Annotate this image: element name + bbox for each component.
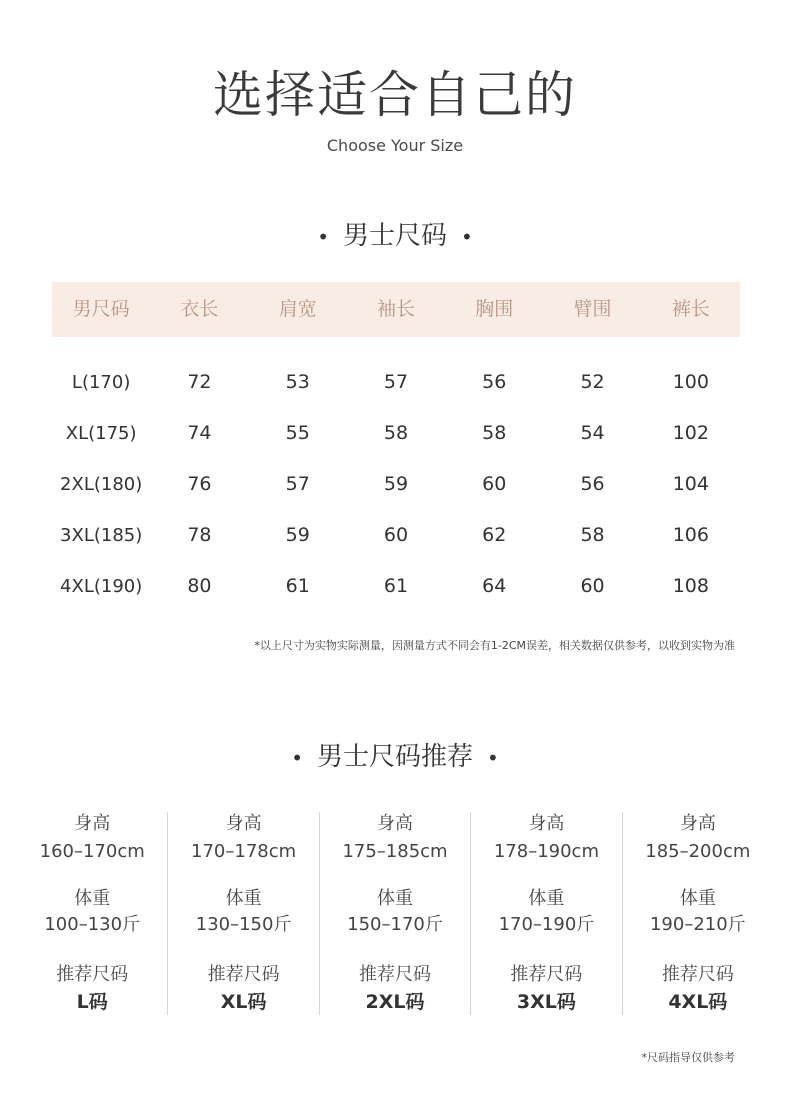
measurement-note: *以上尺寸为实物实际测量，因测量方式不同会有1-2CM误差，相关数据仅供参考，以收到实物为准 [254,639,735,652]
size-section-title-text: 男士尺码 [342,221,447,251]
weight-label: 体重 [528,888,565,909]
height-label: 身高 [679,813,716,834]
recommend-size-label: 推荐尺码 [510,964,583,985]
table-cell: 72 [187,371,212,393]
table-cell: 60 [482,473,507,495]
table-row [52,357,740,408]
recommend-size-value: XL码 [220,991,267,1013]
table-cell: 61 [285,575,310,597]
table-cell: 58 [383,422,409,444]
weight-value: 170–190斤 [498,914,595,935]
weight-value: 130–150斤 [195,914,292,935]
weight-value: 100–130斤 [44,914,141,935]
size-table-body [52,337,740,612]
table-cell: 53 [285,371,310,393]
table-cell: 56 [580,473,605,495]
bullet-dot-icon: • [291,745,303,770]
table-cell: 54 [580,422,605,444]
table-cell: 106 [672,524,709,546]
recommend-size-value: 3XL码 [516,991,576,1013]
recommend-size-value: 2XL码 [365,991,425,1013]
table-cell: 62 [482,524,507,546]
table-cell: 59 [383,473,409,495]
size-table [52,282,740,612]
table-cell: 80 [187,575,212,597]
bullet-dot-icon: • [461,224,473,249]
table-row [52,561,740,612]
weight-value: 150–170斤 [347,914,443,935]
recommend-section-title [0,740,790,775]
recommend-size-value: 4XL码 [668,991,728,1013]
column-header: 男尺码 [72,298,130,320]
table-cell: 64 [482,575,507,597]
table-cell: 57 [285,473,310,495]
table-cell: 60 [383,524,409,546]
table-cell: 108 [672,575,709,597]
table-cell: 76 [187,473,212,495]
bullet-dot-icon: • [487,745,499,770]
weight-label: 体重 [225,888,262,909]
column-header: 胸围 [475,298,514,320]
table-cell: 58 [580,524,605,546]
table-cell: 55 [285,422,310,444]
page-title: 选择适合自己的 [213,66,577,124]
column-header: 裤长 [671,298,710,320]
table-cell: 4XL(190) [60,576,143,597]
page-subtitle: Choose Your Size [326,136,464,155]
height-label: 身高 [225,813,262,834]
recommend-size-label: 推荐尺码 [661,964,734,985]
table-cell: L(170) [71,372,131,393]
column-header: 衣长 [180,298,219,320]
table-cell: 52 [580,371,605,393]
column-header: 臂围 [573,298,612,320]
table-cell: 74 [187,422,212,444]
height-label: 身高 [74,813,111,834]
size-section-title [0,219,790,254]
column-header: 袖长 [376,298,415,320]
recommend-note: *尺码指导仅供参考 [641,1051,735,1064]
bullet-dot-icon: • [317,224,329,249]
table-cell: 56 [482,371,507,393]
table-cell: XL(175) [65,423,137,444]
table-cell: 3XL(185) [60,525,143,546]
column-header: 肩宽 [278,298,317,320]
weight-value: 190–210斤 [649,914,746,935]
table-row [52,459,740,510]
weight-label: 体重 [74,888,111,909]
table-cell: 78 [187,524,212,546]
height-label: 身高 [377,813,414,834]
height-value: 160–170cm [39,841,145,862]
recommend-column [319,812,470,1015]
table-cell: 61 [383,575,409,597]
recommend-section-title-text: 男士尺码推荐 [316,742,473,772]
table-cell: 104 [672,473,709,495]
weight-label: 体重 [679,888,716,909]
table-cell: 102 [672,422,709,444]
recommend-grid [17,812,773,1015]
recommend-size-label: 推荐尺码 [56,964,129,985]
recommend-size-label: 推荐尺码 [359,964,432,985]
table-cell: 58 [482,422,507,444]
table-cell: 60 [580,575,605,597]
recommend-column [470,812,621,1015]
table-cell: 57 [383,371,409,393]
height-value: 178–190cm [493,841,599,862]
recommend-column [167,812,318,1015]
height-value: 175–185cm [342,841,448,862]
table-row [52,510,740,561]
table-row [52,408,740,459]
height-value: 185–200cm [645,841,751,862]
size-table-header [52,282,740,337]
recommend-size-label: 推荐尺码 [207,964,280,985]
recommend-column [622,812,773,1015]
height-label: 身高 [528,813,565,834]
recommend-column [17,812,167,1015]
recommend-size-value: L码 [76,991,108,1013]
height-value: 170–178cm [191,841,297,862]
table-cell: 2XL(180) [60,474,143,495]
table-cell: 59 [285,524,310,546]
weight-label: 体重 [377,888,414,909]
table-cell: 100 [672,371,709,393]
